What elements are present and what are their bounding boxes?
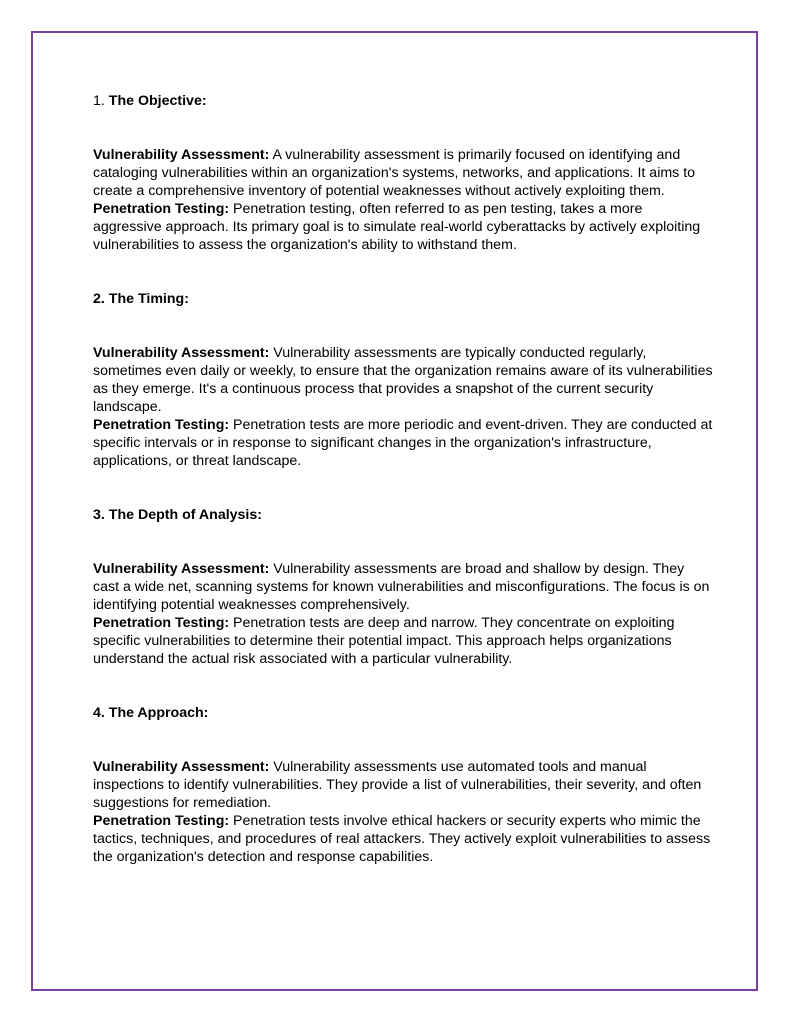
paragraph-text: Penetration testing, often referred to as pen testing, takes a more aggressive approach. Its primary goal is to simulate real-world cyberattacks by actively exploiting vulnerabilities to assess the organization's ability to withstand them. — [93, 201, 701, 253]
paragraph-text: Penetration tests are deep and narrow. They concentrate on exploiting specific vulnerabilities to determine their potential impact. This approach helps organizations understand the actual risk associated with a particular vulnerability. — [93, 615, 675, 667]
section-number: 4. — [93, 705, 105, 721]
section-heading — [93, 506, 713, 524]
paragraph-text: Vulnerability assessments are typically conducted regularly, sometimes even daily or weekly, to ensure that the organization remains aware of its vulnerabilities as they emerge. It's a continuous process that provides a snapshot of the current security landscape. — [93, 345, 713, 415]
paragraph-text: A vulnerability assessment is primarily focused on identifying and cataloging vulnerabilities within an organization's systems, networks, and applications. It aims to create a comprehensive inventory of potential weaknesses without actively exploiting them. — [93, 147, 696, 199]
section-timing — [93, 290, 713, 470]
paragraph-label: Vulnerability Assessment: — [93, 561, 270, 577]
section-title: The Depth of Analysis: — [108, 507, 262, 523]
paragraph-text: Penetration tests involve ethical hackers or security experts who mimic the tactics, techniques, and procedures of real attackers. They actively exploit vulnerabilities to assess the organization's detection and response capabilities. — [93, 813, 711, 865]
paragraph-vulnerability-assessment — [93, 344, 713, 416]
paragraph-label: Penetration Testing: — [93, 813, 230, 829]
paragraph-label: Penetration Testing: — [93, 417, 230, 433]
section-number: 1. — [93, 93, 105, 109]
section-title: The Approach: — [108, 705, 209, 721]
paragraph-penetration-testing — [93, 416, 713, 470]
section-number: 2. — [93, 291, 105, 307]
section-number: 3. — [93, 507, 105, 523]
section-heading — [93, 92, 713, 110]
section-heading — [93, 290, 713, 308]
paragraph-vulnerability-assessment — [93, 146, 713, 200]
section-approach — [93, 704, 713, 866]
section-objective — [93, 92, 713, 254]
paragraph-penetration-testing — [93, 614, 713, 668]
paragraph-label: Vulnerability Assessment: — [93, 759, 270, 775]
paragraph-text: Vulnerability assessments are broad and shallow by design. They cast a wide net, scanning systems for known vulnerabilities and misconfigurations. The focus is on identifying potential weaknesses comprehensively. — [93, 561, 710, 613]
paragraph-text: Vulnerability assessments use automated tools and manual inspections to identify vulnerabilities. They provide a list of vulnerabilities, their severity, and often suggestions for remediation. — [93, 759, 702, 811]
paragraph-penetration-testing — [93, 812, 713, 866]
paragraph-vulnerability-assessment — [93, 758, 713, 812]
paragraph-label: Penetration Testing: — [93, 615, 230, 631]
paragraph-vulnerability-assessment — [93, 560, 713, 614]
paragraph-penetration-testing — [93, 200, 713, 254]
paragraph-label: Vulnerability Assessment: — [93, 147, 270, 163]
paragraph-label: Vulnerability Assessment: — [93, 345, 270, 361]
section-depth-of-analysis — [93, 506, 713, 668]
section-title: The Objective: — [108, 93, 207, 109]
paragraph-label: Penetration Testing: — [93, 201, 230, 217]
section-heading — [93, 704, 713, 722]
section-title: The Timing: — [108, 291, 189, 307]
document-body — [93, 92, 713, 866]
paragraph-text: Penetration tests are more periodic and event-driven. They are conducted at specific intervals or in response to significant changes in the organization's infrastructure, applications, or threat landscape. — [93, 417, 713, 469]
